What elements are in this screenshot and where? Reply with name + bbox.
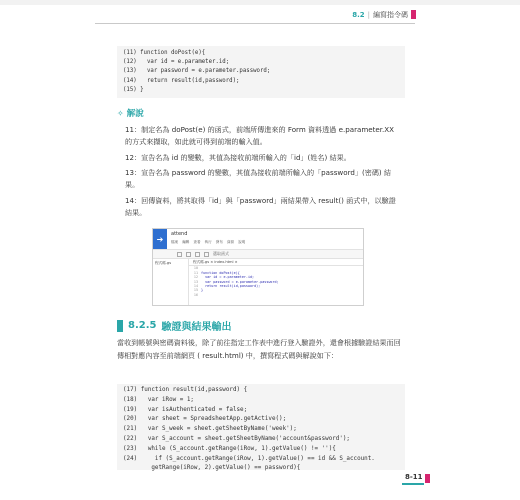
menu-item: 執行	[204, 240, 212, 244]
menu-item: 編輯	[182, 240, 190, 244]
section-bar	[117, 320, 123, 332]
editor-line: 11 function doPost(e){	[193, 270, 240, 275]
toolbar-button-icon	[195, 252, 200, 257]
top-strip	[0, 0, 520, 5]
explain-paragraph: 12：宣告名為 id 的變數，其值為接收前端所輸入的「id」(姓名) 結果。	[125, 153, 351, 162]
project-title: attend	[171, 231, 188, 237]
code-line: (12) var id = e.parameter.id;	[123, 59, 230, 66]
editor-line: 10	[193, 266, 198, 271]
apps-script-screenshot	[152, 228, 364, 306]
explain-heading-text: 解說	[126, 109, 144, 119]
editor-line: 14 return result(id,password);	[193, 284, 261, 289]
explain-paragraph: 13：宣告名為 password 的變數，其值為接收前端所輸入的「password」(密碼) 結果。	[125, 168, 392, 190]
explain-paragraph: 14：回傳資料，將其取得「id」與「password」兩結果帶入 result() 函式中，以驗證結果。	[125, 196, 396, 218]
code-line: (22) var S_account = sheet.getSheetByName('account&password');	[123, 435, 350, 442]
header-section-number: 8.2	[352, 11, 365, 19]
file-item: 程式碼.gs	[155, 261, 172, 265]
intro-paragraph: 當收到帳號與密碼資料後，除了前往指定工作表中進行登入驗證外，還會根據驗證結果而回傳相對應內容至前端網頁 ( result.html) 中，撰寫程式碼與解說如下：	[117, 338, 401, 361]
code-line: (21) var S_week = sheet.getSheetByName('week');	[123, 426, 297, 433]
code-line: (13) var password = e.parameter.password;	[123, 68, 271, 75]
function-select: 選取函式	[213, 251, 229, 256]
section-title: 驗證與結果輸出	[161, 322, 232, 333]
header-title: 編寫指令碼	[373, 11, 408, 19]
menu-item: 發布	[215, 240, 223, 244]
menu-bar	[171, 240, 245, 245]
code-line: (14) return result(id,password);	[123, 77, 240, 84]
running-header	[352, 10, 408, 20]
toolbar-button-icon	[186, 252, 191, 257]
code-line: (19) var isAuthenticated = false;	[123, 406, 248, 413]
code-line: (18) var iRow = 1;	[123, 396, 194, 403]
code-line: (17) function result(id,password) {	[123, 387, 248, 393]
editor-line: 13 var password = e.parameter.password;	[193, 279, 279, 284]
code-line: (23) while (S_account.getRange(iRow, 1).getValue() != ''){	[123, 445, 336, 452]
apps-script-logo-icon: ➔	[153, 229, 167, 249]
editor-line: 12 var id = e.parameter.id;	[193, 275, 255, 280]
page-marker	[425, 474, 430, 483]
explain-heading	[117, 107, 144, 119]
code-line: (24) if (S_account.getRange(iRow, 1).getValue() == id && S_account.	[123, 455, 375, 462]
header-separator: |	[367, 11, 370, 19]
editor-tabs: 程式碼.gs × index.html ×	[189, 259, 363, 266]
screenshot-toolbar	[153, 249, 363, 259]
diamond-icon: ✧	[117, 108, 124, 118]
page-number-rule	[402, 483, 424, 485]
toolbar-button-icon	[204, 252, 209, 257]
code-line: getRange(iRow, 2).getValue() == password){	[123, 465, 301, 472]
code-block-dopost	[117, 46, 405, 98]
toolbar-button-icon	[177, 252, 182, 257]
page-number: 8-11	[405, 473, 423, 481]
editor-line: 15 }	[193, 288, 204, 293]
menu-item: 資源	[226, 240, 235, 244]
section-number: 8.2.5	[128, 320, 157, 331]
menu-item: 查看	[193, 240, 201, 244]
file-list	[153, 259, 189, 305]
code-line: (15) }	[123, 86, 144, 93]
code-editor	[189, 259, 363, 305]
menu-item: 說明	[238, 240, 246, 244]
code-block-result	[117, 384, 405, 470]
code-line: (20) var sheet = SpreadsheetApp.getActive();	[123, 416, 287, 423]
editor-line: 16	[193, 292, 198, 297]
header-rule	[95, 23, 415, 24]
section-heading	[117, 318, 231, 333]
menu-item: 檔案	[171, 240, 179, 244]
explain-paragraph: 11：制定名為 doPost(e) 的函式，前端所傳進來的 Form 資料透過 e.parameter.XX 的方式來擷取，如此就可得到前端的輸入值。	[125, 125, 395, 147]
header-marker	[411, 10, 416, 19]
code-line: (11) function doPost(e){	[123, 50, 206, 56]
